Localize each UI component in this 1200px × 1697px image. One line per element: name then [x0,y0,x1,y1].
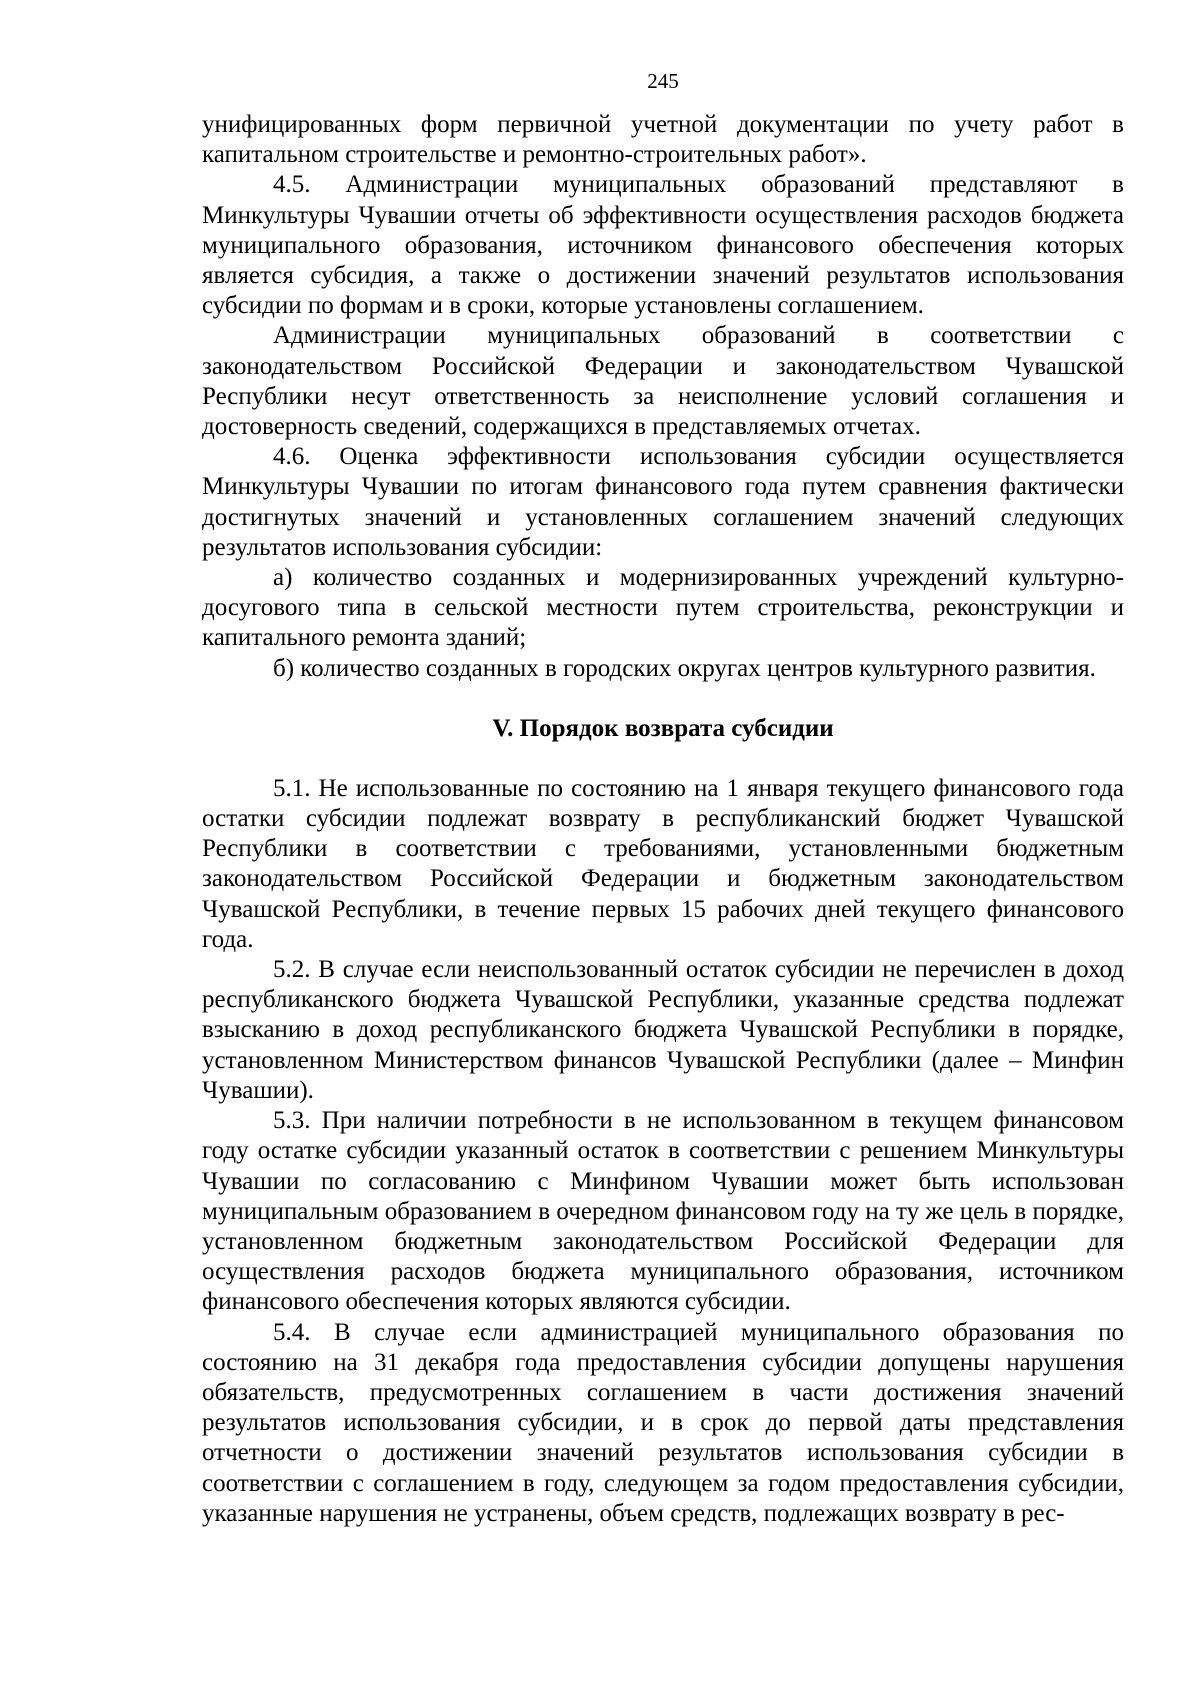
paragraph-5-3: 5.3. При наличии потребности в не использованном в текущем финансовом году остатке субсидии указанный остаток в соответствии с решением Минкультуры Чувашии по согласованию с Минфином Чувашии может быть использован муниципальным образованием в очередном финансовом году на ту же цель в порядке, установленном бюджетным законодательством Российской Федерации для осуществления расходов бюджета муниципального образования, источником финансового обеспечения которых являются субсидии. [202,1107,1124,1316]
paragraph-5-4: 5.4. В случае если администрацией муниципального образования по состоянию на 31 декабря года предоставления субсидии допущены нарушения обязательств, предусмотренных соглашением в части достижения значений результатов использования субсидии, и в срок до первой даты представления отчетности о достижении значений результатов использования субсидии в соответствии с соглашением в году, следующем за годом предоставления субсидии, указанные нарушения не устранены, объем средств, подлежащих возврату в рес- [202,1318,1124,1527]
paragraph-4-6: 4.6. Оценка эффективности использования субсидии осуществляется Минкультуры Чувашии по итогам финансового года путем сравнения фактически достигнутых значений и установленных соглашением значений следующих результатов использования субсидии: [202,443,1124,561]
paragraph-continuation: унифицированных форм первичной учетной документации по учету работ в капитальном строительстве и ремонтно-строительных работ». [202,111,1124,169]
paragraph-5-2: 5.2. В случае если неиспользованный остаток субсидии не перечислен в доход республиканского бюджета Чувашской Республики, указанные средства подлежат взысканию в доход республиканского бюджета Чувашской Республики в порядке, установленном Министерством финансов Чувашской Республики (далее – Минфин Чувашии). [202,956,1124,1104]
paragraph-4-6-a: а) количество созданных и модернизированных учреждений культурно-досугового типа в сельской местности путем строительства, реконструкции и капитального ремонта зданий; [202,564,1124,652]
paragraph-4-5-responsibility: Администрации муниципальных образований в соответствии с законодательством Российской Федерации и законодательством Чувашской Республики несут ответственность за неисполнение условий соглашения и достоверность сведений, содержащихся в представляемых отчетах. [202,322,1124,441]
paragraph-4-6-b: б) количество созданных в городских округах центров культурного развития. [273,654,1096,682]
paragraph-5-1: 5.1. Не использованные по состоянию на 1 января текущего финансового года остатки субсидии подлежат возврату в республиканский бюджет Чувашской Республики в соответствии с требованиями, установленными бюджетным законодательством Российской Федерации и бюджетным законодательством Чувашской Республики, в течение первых 15 рабочих дней текущего финансового года. [202,774,1124,953]
document-page [202,66,1124,1529]
page-number: 245 [647,69,679,93]
paragraph-4-5: 4.5. Администрации муниципальных образований представляют в Минкультуры Чувашии отчеты об эффективности осуществления расходов бюджета муниципального образования, источником финансового обеспечения которых является субсидия, а также о достижении значений результатов использования субсидии по формам и в сроки, которые установлены соглашением. [202,171,1124,320]
section-heading: V. Порядок возврата субсидии [492,714,834,742]
